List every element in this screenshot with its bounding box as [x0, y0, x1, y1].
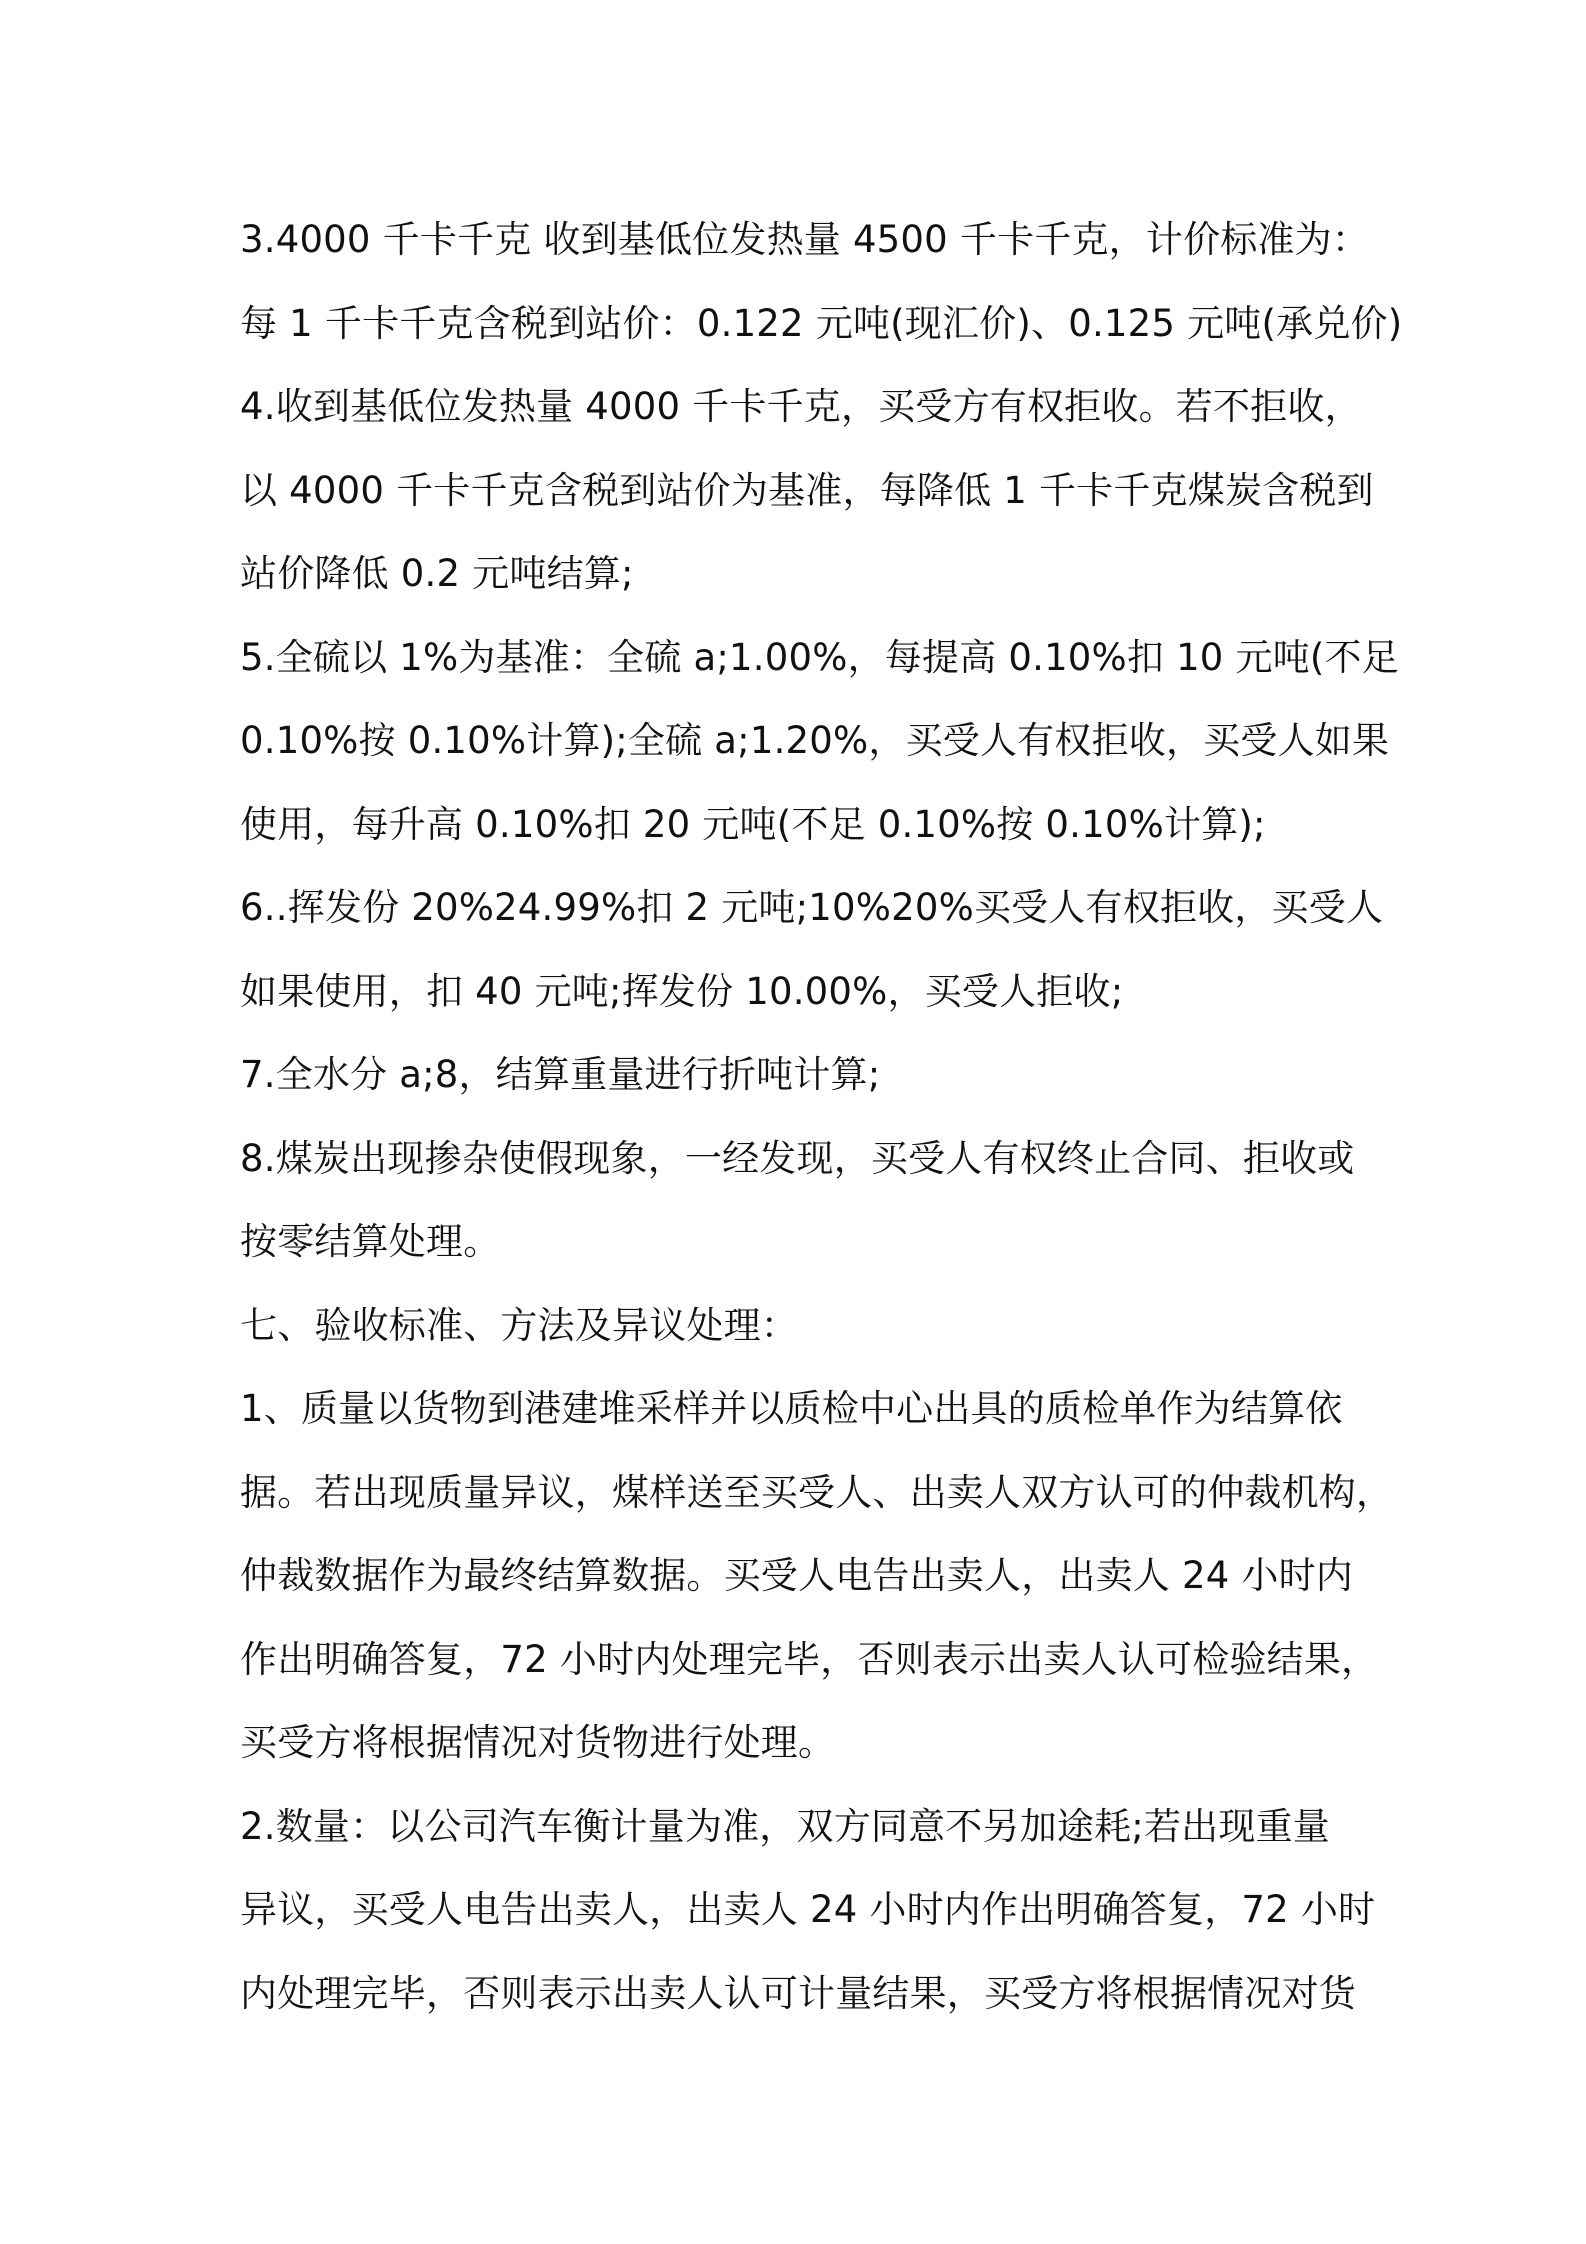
text-line: 6..挥发份 20%24.99%扣 2 元吨;10%20%买受人有权拒收，买受人: [240, 886, 1384, 929]
text-line: 4.收到基低位发热量 4000 千卡千克，买受方有权拒收。若不拒收，: [240, 385, 1362, 428]
text-line: 8.煤炭出现掺杂使假现象，一经发现，买受人有权终止合同、拒收或: [240, 1136, 1355, 1180]
contract-text: [240, 198, 1403, 2035]
text-line: 3.4000 千卡千克 收到基低位发热量 4500 千卡千克，计价标准为：: [240, 218, 1370, 261]
text-line: 1、质量以货物到港建堆采样并以质检中心出具的质检单作为结算依: [240, 1387, 1343, 1430]
section-heading: 七、验收标准、方法及异议处理：: [240, 1303, 798, 1347]
text-line: 买受方将根据情况对货物进行处理。: [240, 1721, 836, 1764]
text-line: 使用，每升高 0.10%扣 20 元吨(不足 0.10%按 0.10%计算);: [240, 802, 1266, 846]
text-line: 5.全硫以 1%为基准：全硫 a;1.00%，每提高 0.10%扣 10 元吨(不足: [240, 635, 1399, 679]
text-line: 每 1 千卡千克含税到站价：0.122 元吨(现汇价)、0.125 元吨(承兑价): [240, 301, 1403, 345]
text-line: 如果使用，扣 40 元吨;挥发份 10.00%，买受人拒收;: [240, 969, 1124, 1013]
text-line: 2.数量：以公司汽车衡计量为准，双方同意不另加途耗;若出现重量: [240, 1804, 1330, 1848]
text-line: 作出明确答复，72 小时内处理完毕，否则表示出卖人认可检验结果，: [240, 1637, 1379, 1681]
text-line: 据。若出现质量异议，煤样送至买受人、出卖人双方认可的仲裁机构，: [240, 1470, 1394, 1514]
text-line: 仲裁数据作为最终结算数据。买受人电告出卖人，出卖人 24 小时内: [240, 1554, 1354, 1597]
text-line: 以 4000 千卡千克含税到站价为基准，每降低 1 千卡千克煤炭含税到: [240, 468, 1374, 512]
text-line: 按零结算处理。: [240, 1220, 501, 1263]
text-line: 站价降低 0.2 元吨结算;: [240, 552, 634, 595]
text-line: 异议，买受人电告出卖人，出卖人 24 小时内作出明确答复，72 小时: [240, 1888, 1376, 1931]
text-line: 7.全水分 a;8，结算重量进行折吨计算;: [240, 1053, 881, 1096]
text-line: 内处理完毕，否则表示出卖人认可计量结果，买受方将根据情况对货: [240, 1971, 1356, 2015]
text-line: 0.10%按 0.10%计算);全硫 a;1.20%，买受人有权拒收，买受人如果: [240, 719, 1390, 762]
